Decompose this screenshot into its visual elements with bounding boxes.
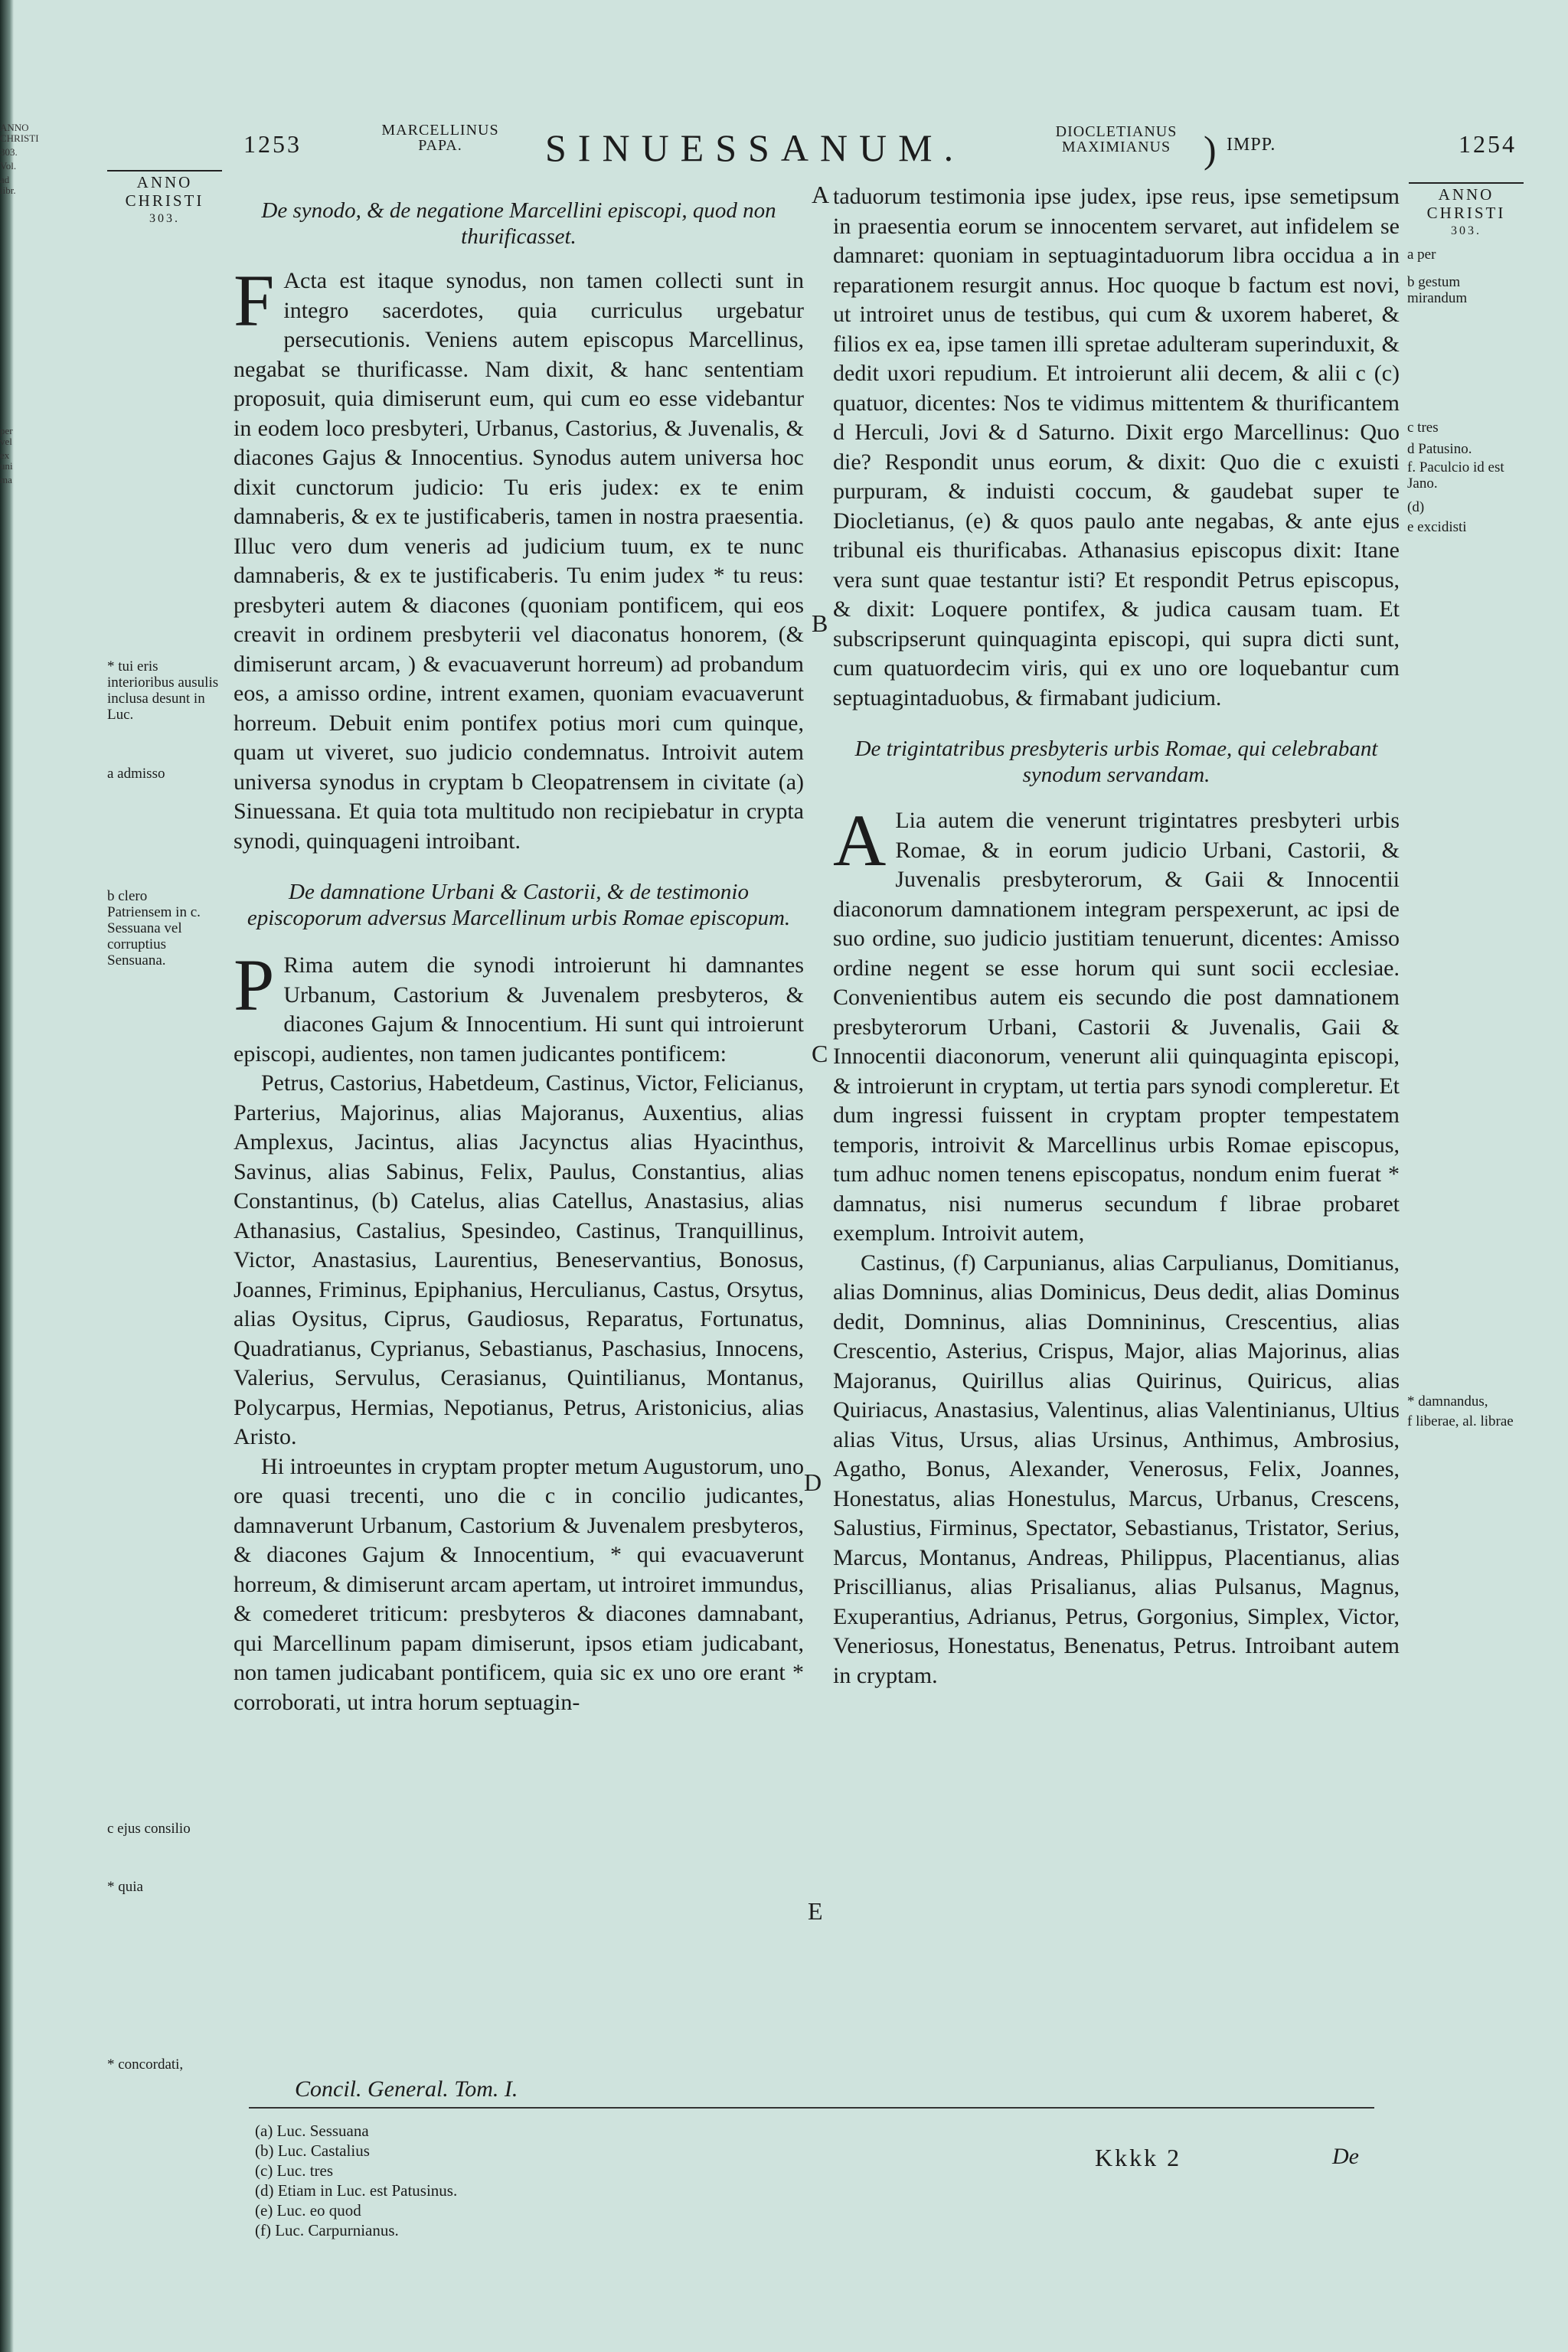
drop-cap: A [833, 799, 887, 881]
drop-cap: F [234, 260, 275, 341]
year-label: 303. [1451, 224, 1481, 237]
volume-reference: Concil. General. Tom. I. [295, 2076, 518, 2102]
edge-note: ex uni [0, 449, 13, 472]
signature-mark: Kkkk 2 [1095, 2144, 1182, 2171]
impp-label: IMPP. [1227, 135, 1276, 155]
section-heading: De damnatione Urbani & Castorii, & de testimonio episcoporum adversus Marcellinum urbis Romae episcopum. [247, 880, 791, 930]
anno-label: ANNO CHRISTI [125, 173, 204, 210]
section-letter: B [812, 609, 828, 637]
bishop-names: Petrus, Castorius, Habetdeum, Castinus, Victor, Felicianus, Parterius, Majorinus, alias Majoranus, Auxentius, alias Amplexus, Jacintus, alias Jacynctus alias Hyacinthus, Savinus, alias Sabinus, Felix, Paulus, Constantius, alias Constantinus, (b) Catelus, alias Catellus, Anastasius, alias Athanasius, Castalius, Spesindeo, Castinus, Tranquillinus, Victor, Anastasius, Laurentius, Beneservantius, Bonosus, Joannes, Friminus, Epiphanius, Herculianus, Castus, Orsytus, alias Oysitus, Ciprus, Gaudiosus, Reparatus, Fortunatus, Quadratianus, Cyprianus, Sebastianus, Paschasius, Innocens, Valerius, Servulus, Cerasianus, Quintilianus, Montanus, Polycarpus, Hermias, Nepotianus, Petrus, Aristonicius, alias Aristo. [234, 1070, 804, 1449]
year-box-left [107, 170, 222, 228]
margin-note: c tres [1407, 420, 1439, 436]
section-letter: D [804, 1468, 822, 1496]
margin-note: a admisso [107, 766, 165, 782]
page-number-right: 1254 [1459, 130, 1517, 158]
section-letter: E [808, 1897, 823, 1925]
paragraph-text: Acta est itaque synodus, non tamen collecti sunt in integro sacerdotes, quia curriculus urgebatur persecutionis. Veniens autem episcopus Marcellinus, negabat se thurificasse. Nam dixit, & hanc sententiam proposuit, quia dimiserunt eum, qui cum eo esse videbantur in eodem loco presbyteri, Urbanus, Castorius, & Juvenalis, & diacones Gajus & Innocentius. Synodus autem universa hoc dixit cunctorum judicio: Tu eris judex: ex te enim damnaberis, & ex te justificaberis, tamen in nostra praesentia. Illuc vero dum veneris ad judicium tuum, ex te nunc damnaberis, & ex te justificaberis. Tu enim judex * tu reus: presbyteri autem & diacones (quoniam pontificem, qui eos creavit in ordinem presbyterii vel diaconatus honorem, (& dimiserunt arcam, ) & evacuaverunt horreum) ad probandum eos, a amisso ordine, intrent examen, quoniam evacuaverunt horreum. Debuit enim pontifex potius mori cum quinque, quam ut viveret, suo judicio condemnatus. Introivit autem universa synodus in cryptam b Cleopatrensem in civitate (a) Sinuessana. Et quia tota multitudo non recipiebatur in crypta synodi, quinquageni introibant. [234, 268, 804, 854]
footnote: (b) Luc. Castalius [255, 2141, 370, 2160]
margin-note: f. Paculcio id est Jano. [1407, 459, 1504, 492]
margin-note: (d) [1407, 499, 1425, 515]
margin-note: * damnandus, [1407, 1393, 1488, 1410]
margin-note: * concordati, [107, 2056, 184, 2073]
margin-note: e excidisti [1407, 519, 1467, 535]
footnote: (d) Etiam in Luc. est Patusinus. [255, 2181, 458, 2200]
edge-note: 303. [0, 146, 18, 158]
drop-cap: P [234, 944, 275, 1026]
edge-note: Vol. [0, 160, 17, 172]
edge-note: ad libr. [0, 174, 16, 196]
bishop-names: Castinus, (f) Carpunianus, alias Carpulianus, Domitianus, alias Domninus, alias Dominicus, Deus dedit, alias Dominus dedit, Domninus, alias Domnininus, Crescentius, alias Crescentio, Asterius, Crispus, Major, alias Majorinus, alias Majoranus, Quirillus alias Quirinus, Quiricus, alias Quiriacus, Anastasius, Valentinus, alias Valentinianus, Ultius alias Vitus, Ursus, alias Ursinus, Anthimus, Ambrosius, Agatho, Bonus, Alexander, Venerosus, Felix, Joannes, Honestatus, alias Honestulus, Marcus, Urbanus, Crescens, Salustius, Firminus, Spectator, Sebastianus, Tristator, Serius, Marcus, Montanus, Andreas, Philippus, Placentianus, alias Priscillianus, alias Prisalianus, alias Pulsanus, Magnus, Exuperantius, Adrianus, Petrus, Gorgonius, Simplex, Victor, Veneriosus, Honestatus, Benenatus, Petrus. Introibant autem in cryptam. [833, 1250, 1400, 1688]
margin-note: d Patusino. [1407, 441, 1472, 457]
section-heading: De synodo, & de negatione Marcellini episcopi, quod non thurificasset. [261, 198, 776, 249]
catchword: De [1332, 2144, 1359, 2169]
section-letter: C [812, 1040, 828, 1067]
emperors-name: DIOCLETIANUS MAXIMIANUS [1055, 123, 1178, 155]
rule [107, 170, 222, 172]
edge-note: per vel [0, 425, 13, 447]
paragraph-text: Rima autem die synodi introierunt hi damnantes Urbanum, Castorium & Juvenalem presbyteros, & diacones Gajum & Innocentium. Hi sunt qui introierunt episcopi, audientes, non tamen judicantes pontificem: [234, 952, 804, 1067]
margin-note: c ejus consilio [107, 1821, 191, 1837]
footnote: (f) Luc. Carpurnianus. [255, 2221, 399, 2239]
page-title: SINUESSANUM. [545, 126, 965, 169]
margin-note: a per [1407, 247, 1436, 263]
margin-note: b clero Patriensem in c. Sessuana vel corruptius Sensuana. [107, 888, 201, 969]
footnote: (c) Luc. tres [255, 2161, 334, 2180]
section-letter: A [812, 181, 830, 208]
pope-name: MARCELLINUS PAPA. [381, 122, 499, 154]
brace-glyph: ) [1204, 128, 1217, 171]
margin-note: f liberae, al. librae [1407, 1413, 1514, 1429]
margin-note: * tui eris interioribus ausulis inclusa desunt in Luc. [107, 658, 219, 723]
left-edge-notes [0, 122, 39, 488]
page-number-left: 1253 [243, 130, 302, 158]
paragraph-text: Lia autem die venerunt trigintatres presbyteri urbis Romae, & in eorum judicio Urbani, Castorii, & Juvenalis presbyterorum, & Gaii & Innocentii diaconorum damnationem integram perspexerunt, ac ipsi de suo ordine, suo judicio justitiam tenuerunt, dicentes: Amisso ordine negent se esse horum qui sunt socii ecclesiae. Convenientibus autem eis secundo die post damnationem presbyterorum Urbani, Castorii & Juvenalis, Gaii & Innocentii diaconorum, venerunt alii quinquaginta episcopi, & introierunt in cryptam, ut tertia pars synodi compleretur. Et dum ingressi fuissent in cryptam propter tempestatem temporis, introivit & Marcellinus urbis Romae episcopus, tum adhuc nomen tenens episcopatus, nondum enim fuerat * damnatus, nisi numerus secundum f librae probaret exemplum. Introivit autem, [833, 808, 1400, 1246]
year-label: 303. [149, 212, 180, 225]
anno-label: ANNO CHRISTI [1426, 185, 1506, 222]
paragraph [234, 944, 804, 1069]
footnote: (e) Luc. eo quod [255, 2201, 361, 2220]
running-header [0, 115, 1568, 176]
paragraph: Hi introeuntes in cryptam propter metum Augustorum, uno ore quasi trecenti, uno die c in concilio judicantes, damnaverunt Urbanum, Castorium & Juvenalem presbyteros, & diacones Gajum & Innocentium, * qui evacuaverunt horreum, & dimiserunt arcam apertam, ut introiret immundus, & comederet triticum: presbyteros & diacones damnabant, qui Marcellinum papam dimiserunt, ipsos etiam judicabant, non tamen judicabant pontificem, quia sic ex uno ore erant * corroborati, ut intra horum septuagin- [234, 1453, 804, 1715]
edge-note: ma [0, 474, 12, 485]
left-column [234, 185, 804, 1717]
footnote-divider [249, 2107, 1374, 2109]
footnotes [255, 2121, 457, 2240]
edge-note: ANNO CHRISTI [0, 122, 39, 144]
footnote: (a) Luc. Sessuana [255, 2122, 369, 2140]
paragraph: taduorum testimonia ipse judex, ipse reus, ipse semetipsum in praesentia eorum se innocentem servaret, aut infidelem se damnaret: quoniam in septuagintaduorum libra occidua a in reparationem resurgit annus. Hoc quoque b factum est novi, ut introiret unus de testibus, qui cum & uxorem haberet, & filios ex ea, ipse tamen illi spretae adulteram superinduxit, & dedit uxori repudium. Et introierunt alii decem, & alii c (c) quatuor, dicentes: Nos te vidimus mittentem & thurificantem d Herculi, Jovi & d Saturno. Dixit ergo Marcellinus: Quo die? Respondit unus eorum, & dixit: Quo die c exuisti purpuram, & induisti coccum, & gaudebat super te Diocletianus, (e) & quos paulo ante negabas, & ante ejus tribunal eis thurificabas. Athanasius episcopus dixit: Itane vera sunt quae testantur isti? Et respondit Petrus episcopus, & dixit: Loquere pontifex, & judica causam tuam. Et subscripserunt quinquaginta episcopi, qui supra dicti sunt, cum quatuordecim viris, qui ex uno ore loquebantur cum septuagintaduobus, & firmabant judicium. [833, 184, 1400, 710]
margin-note: * quia [107, 1879, 143, 1895]
section-heading: De trigintatribus presbyteris urbis Romae, qui celebrabant synodum servandam. [854, 737, 1378, 787]
paragraph [833, 799, 1400, 1249]
margin-note: b gestum mirandum [1407, 274, 1468, 306]
right-column [833, 182, 1400, 1690]
year-box-right [1409, 182, 1524, 240]
paragraph [234, 260, 804, 856]
rule [1409, 182, 1524, 184]
